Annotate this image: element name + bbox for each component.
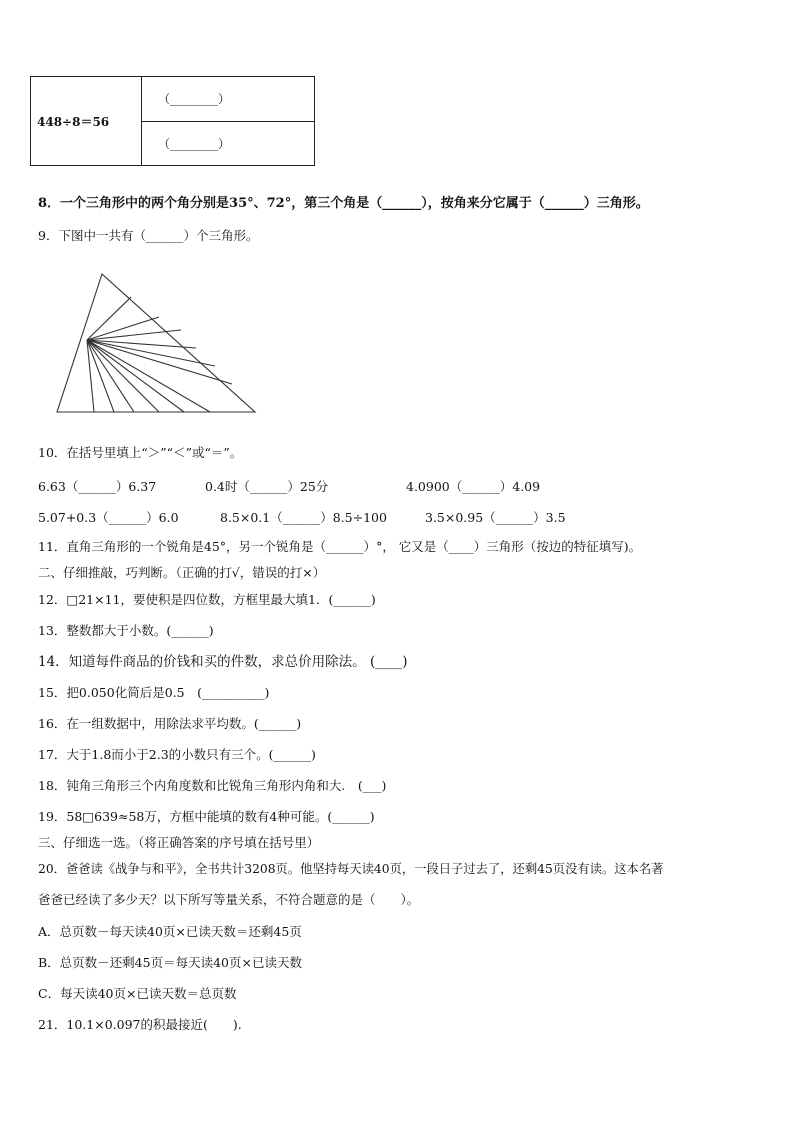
question-12: 12．□21×11，要使积是四位数，方框里最大填1．(______): [38, 592, 376, 607]
equation-table: [30, 76, 315, 166]
compare-2: 0.4时（______）25分: [205, 479, 329, 494]
compare-3: 4.0900（______）4.09: [406, 479, 541, 494]
question-21: 21．10.1×0.097的积最接近( ).: [38, 1017, 242, 1032]
section-3-heading: 三、仔细选一选。（将正确答案的序号填在括号里）: [38, 835, 320, 850]
question-15: 15．把0.050化简后是0.5 (__________): [38, 685, 270, 700]
question-13: 13．整数都大于小数。(______): [38, 623, 214, 638]
compare-5: 8.5×0.1（______）8.5÷100: [220, 510, 387, 525]
option-c: C．每天读40页×已读天数＝总页数: [38, 986, 237, 1001]
question-10-title: 10．在括号里填上“＞”“＜”或“＝”。: [38, 445, 243, 460]
question-19: 19．58□639≈58万，方框中能填的数有4种可能。(______): [38, 809, 375, 824]
answer-blank-1[interactable]: （________）: [142, 77, 315, 122]
question-11: 11．直角三角形的一个锐角是45°，另一个锐角是（______）°， 它又是（____）三角形（按边的特征填写)。: [38, 539, 642, 554]
question-8: 8．一个三角形中的两个角分别是35°、72°，第三个角是（______），按角来分它属于（______）三角形。: [38, 196, 649, 211]
compare-6: 3.5×0.95（______）3.5: [425, 510, 566, 525]
option-b: B．总页数－还剩45页＝每天读40页×已读天数: [38, 955, 302, 970]
question-16: 16．在一组数据中，用除法求平均数。(______): [38, 716, 302, 731]
question-9: 9．下图中一共有（______）个三角形。: [38, 228, 259, 243]
option-a: A．总页数－每天读40页×已读天数＝还剩45页: [38, 924, 302, 939]
question-20-line-1: 20．爸爸读《战争与和平》，全书共计3208页。他坚持每天读40页，一段日子过去了，还剩45页没有读。这本名著: [38, 862, 664, 876]
question-14: 14．知道每件商品的价钱和买的件数，求总价用除法。 (____): [38, 654, 408, 670]
compare-4: 5.07+0.3（______）6.0: [38, 510, 179, 525]
compare-1: 6.63（______）6.37: [38, 479, 157, 494]
question-18: 18．钝角三角形三个内角度数和比锐角三角形内角和大. (___): [38, 778, 387, 793]
question-20-line-2: 爸爸已经读了多少天？以下所写等量关系，不符合题意的是（ ）。: [38, 892, 420, 907]
triangle-figure: [54, 270, 260, 416]
question-17: 17．大于1.8而小于2.3的小数只有三个。(______): [38, 747, 316, 762]
section-2-heading: 二、仔细推敲，巧判断。（正确的打√，错误的打×）: [38, 565, 326, 580]
equation-cell: 448÷8＝56: [31, 77, 142, 166]
answer-blank-2[interactable]: （________）: [142, 121, 315, 166]
